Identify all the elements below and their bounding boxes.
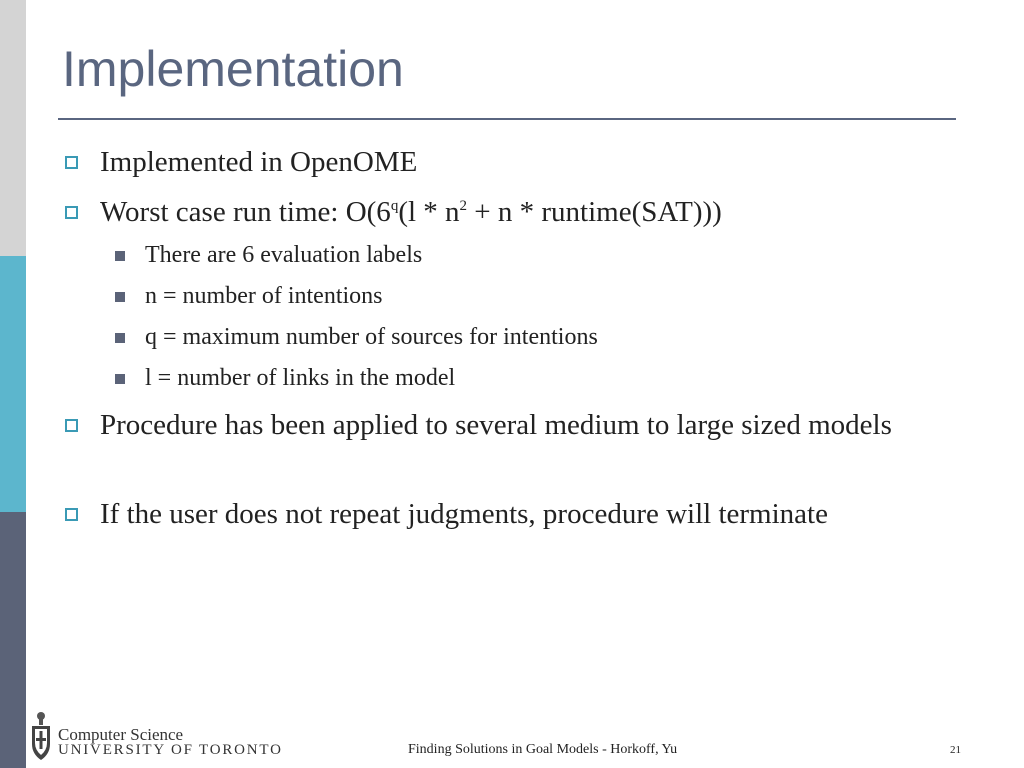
sub-bullet-text: n = number of intentions <box>145 283 383 309</box>
bullet-item <box>100 405 940 446</box>
bullet-item <box>100 142 940 183</box>
sub-bullet-text: l = number of links in the model <box>145 365 456 391</box>
sub-bullet-item <box>145 281 383 311</box>
sub-bullet-item <box>145 322 598 352</box>
sub-bullet-text: q = maximum number of sources for intentions <box>145 324 598 350</box>
bullet-item <box>100 192 940 233</box>
side-bar-middle <box>0 256 26 512</box>
filled-square-bullet-icon <box>115 292 125 302</box>
filled-square-bullet-icon <box>115 333 125 343</box>
logo-department: Computer Science <box>58 725 184 744</box>
sub-bullet-text: There are 6 evaluation labels <box>145 242 423 268</box>
square-bullet-icon <box>65 419 78 432</box>
bullet-text-part: (l * n <box>398 196 460 228</box>
superscript: q <box>390 198 399 214</box>
slide-title: Implementation <box>62 41 404 97</box>
bullet-text: If the user does not repeat judgments, procedure will terminate <box>100 498 828 530</box>
logo-university: UNIVERSITY OF TORONTO <box>58 742 283 758</box>
filled-square-bullet-icon <box>115 374 125 384</box>
sub-bullet-item <box>145 240 422 270</box>
university-crest-icon <box>30 710 52 762</box>
bullet-text: Procedure has been applied to several medium to large sized models <box>100 409 892 441</box>
bullet-text-part: + n * runtime(SAT))) <box>467 196 722 228</box>
title-divider <box>58 118 956 120</box>
university-logo <box>30 710 290 762</box>
filled-square-bullet-icon <box>115 251 125 261</box>
page-number: 21 <box>950 744 961 756</box>
superscript: 2 <box>459 198 468 214</box>
side-bar-top <box>0 0 26 256</box>
bullet-item <box>100 494 940 535</box>
bullet-text-part: Worst case run time: O(6 <box>100 196 391 228</box>
square-bullet-icon <box>65 156 78 169</box>
bullet-text: Implemented in OpenOME <box>100 146 418 178</box>
square-bullet-icon <box>65 508 78 521</box>
footer-text: Finding Solutions in Goal Models - Horkoff, Yu <box>408 742 678 757</box>
sub-bullet-item <box>145 363 455 393</box>
square-bullet-icon <box>65 206 78 219</box>
side-bar-bottom <box>0 512 26 768</box>
